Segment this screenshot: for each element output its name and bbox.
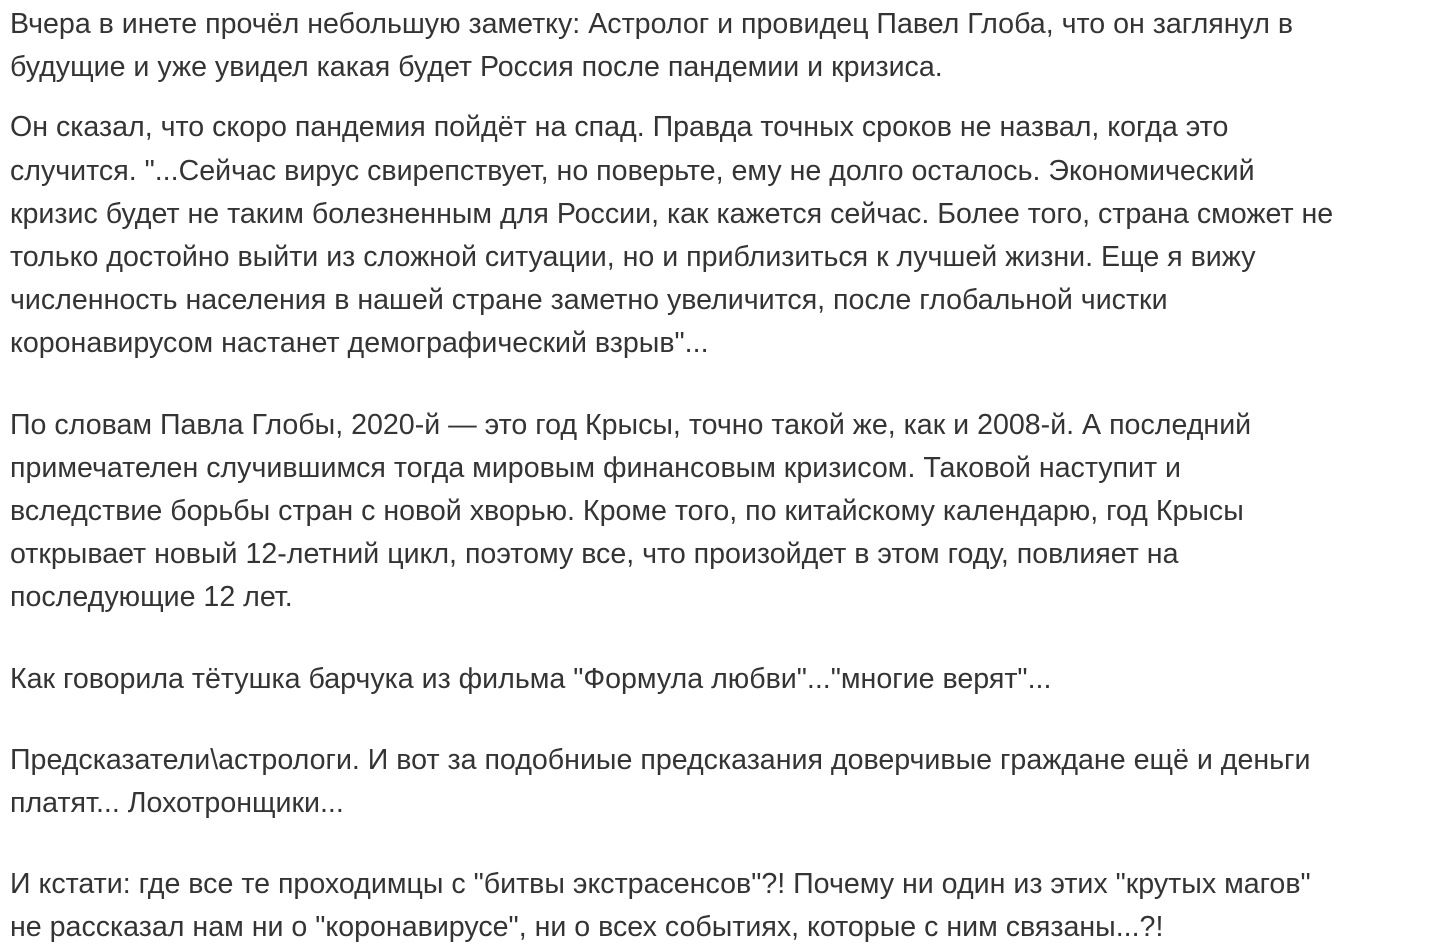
- text-line: Как говорила тётушка барчука из фильма "Формула любви"..."многие верят"...: [10, 662, 1052, 695]
- paragraph-astrologers: [10, 739, 1440, 825]
- text-line: только достойно выйти из сложной ситуации, но и приблизиться к лучшей жизни. Еще я вижу: [10, 241, 1256, 274]
- text-line: платят... Лохотронщики...: [10, 787, 344, 820]
- paragraph-spacer: [10, 366, 1440, 404]
- paragraph-quote: [10, 106, 1440, 365]
- text-line: примечателен случившимся тогда мировым финансовым кризисом. Таковой наступит и: [10, 451, 1182, 484]
- text-line: Вчера в инете прочёл небольшую заметку: Астролог и провидец Павел Глоба, что он заглянул в: [10, 8, 1294, 40]
- article-body: [10, 3, 1440, 950]
- text-line: не рассказал нам ни о "коронавирусе", ни о всех событиях, которые с ним связаны...?!: [10, 911, 1164, 944]
- paragraph-spacer: [10, 620, 1440, 658]
- paragraph-film-quote: [10, 658, 1440, 701]
- text-line: кризис будет не таким болезненным для России, как кажется сейчас. Более того, страна сможет не: [10, 197, 1334, 230]
- paragraph-intro: [10, 3, 1440, 89]
- text-line: вследствие борьбы стран с новой хворью. Кроме того, по китайскому календарю, год Крысы: [10, 495, 1244, 528]
- text-line: будущие и уже увидел какая будет Россия после пандемии и кризиса.: [10, 51, 943, 84]
- paragraph-spacer: [10, 825, 1440, 863]
- paragraph-spacer: [10, 89, 1440, 106]
- text-line: последующие 12 лет.: [10, 581, 293, 614]
- text-line: коронавирусом настанет демографический взрыв"...: [10, 327, 709, 360]
- text-line: открывает новый 12-летний цикл, поэтому все, что произойдет в этом году, повлияет на: [10, 538, 1179, 571]
- text-line: И кстати: где все те проходимцы с "битвы экстрасенсов"?! Почему ни один из этих "крутых магов": [10, 868, 1311, 901]
- text-line: Он сказал, что скоро пандемия пойдёт на спад. Правда точных сроков не назвал, когда это: [10, 111, 1229, 144]
- text-line: Предсказатели\астрологи. И вот за подобниые предсказания доверчивые граждане ещё и деньги: [10, 743, 1311, 776]
- paragraph-psychics: [10, 863, 1440, 949]
- text-line: По словам Павла Глобы, 2020-й — это год Крысы, точно такой же, как и 2008-й. А последний: [10, 408, 1252, 441]
- text-line: численность населения в нашей стране заметно увеличится, после глобальной чистки: [10, 284, 1168, 317]
- paragraph-year-of-rat: [10, 404, 1440, 620]
- paragraph-spacer: [10, 701, 1440, 739]
- text-line: случится. "...Сейчас вирус свирепствует, но поверьте, ему не долго осталось. Экономический: [10, 154, 1255, 187]
